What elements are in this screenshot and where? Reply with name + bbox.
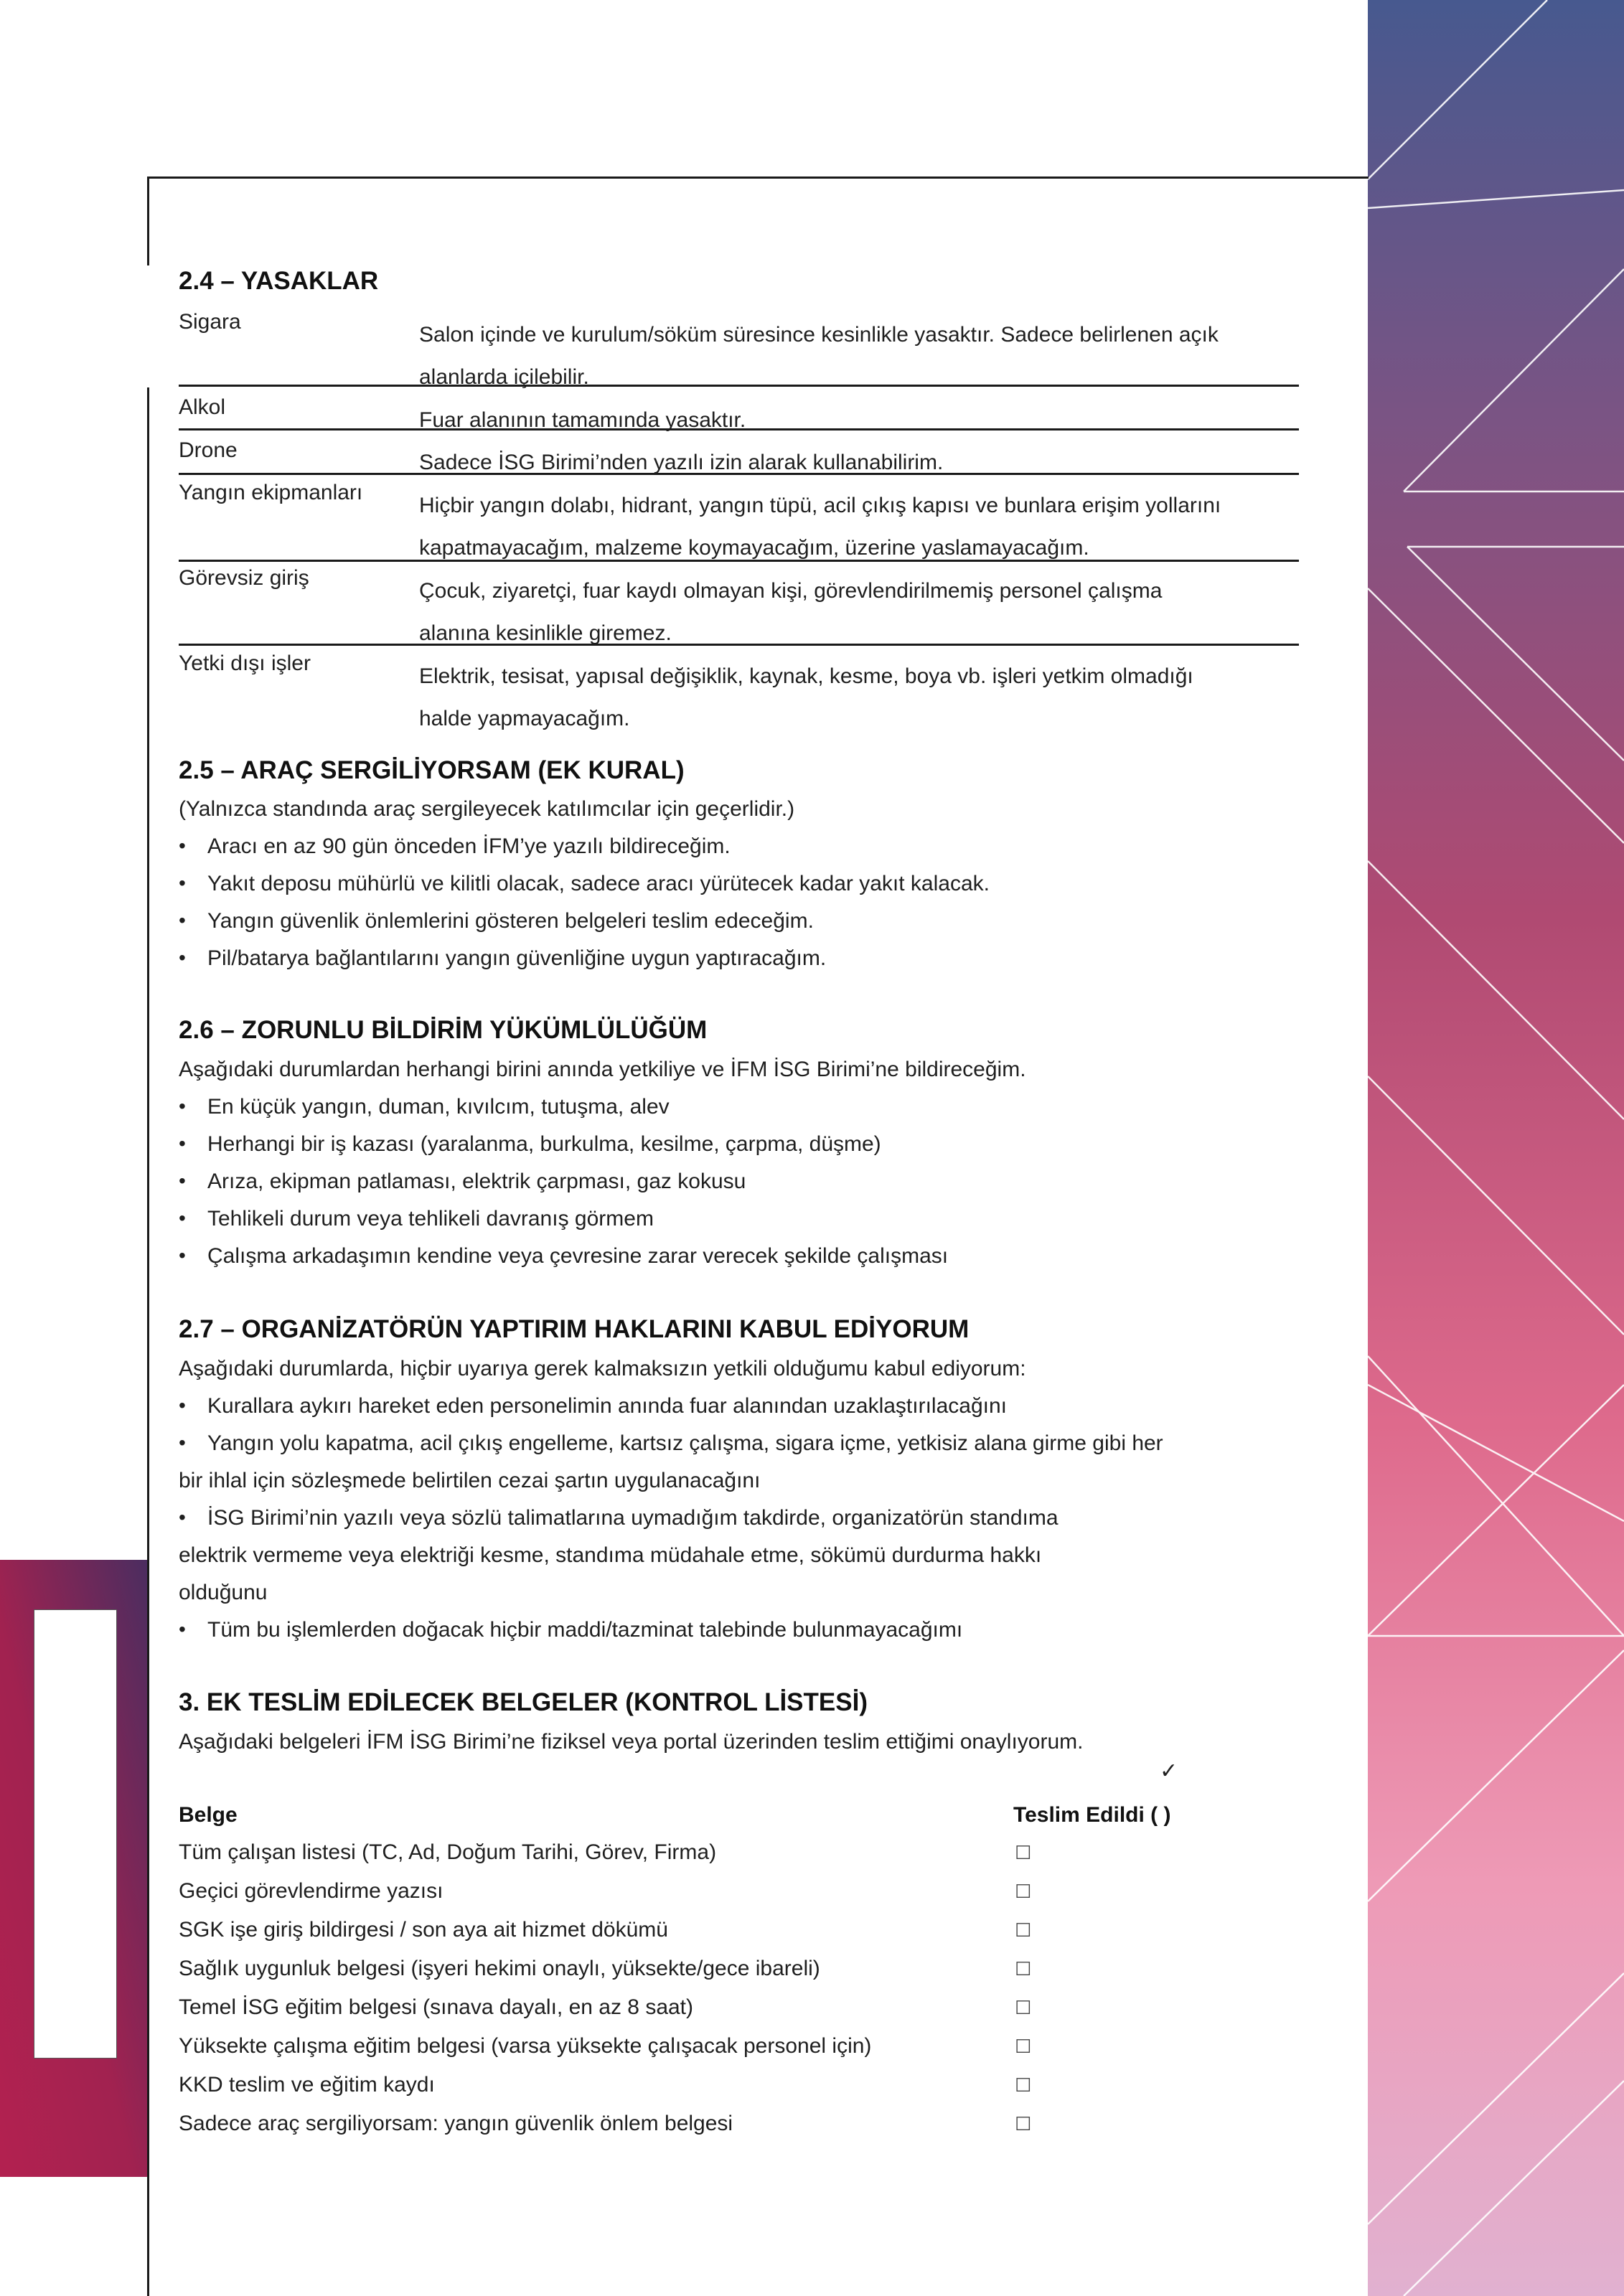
belge-item-1: Tüm çalışan listesi (TC, Ad, Doğum Tarihi, Görev, Firma) [179, 1840, 717, 1864]
checkbox-icon[interactable]: ☐ [1015, 2113, 1032, 2135]
bullet-icon: • [179, 1394, 186, 1416]
yasak-text-sigara-2: alanlarda içilebilir. [419, 365, 589, 389]
bullet-icon: • [179, 872, 186, 894]
bullet-icon: • [179, 1244, 186, 1266]
section-belgeler-intro: Aşağıdaki belgeleri İFM İSG Birimi’ne fiziksel veya portal üzerinden teslim ettiğimi onaylıyorum. [179, 1730, 1084, 1754]
yaptirim-bullet-2-line2: bir ihlal için sözleşmede belirtilen cezai şartın uygulanacağını [179, 1469, 761, 1492]
page-frame-top [147, 177, 1369, 179]
section-bildirim-intro: Aşağıdaki durumlardan herhangi birini anında yetkiliye ve İFM İSG Birimi’ne bildireceğim. [179, 1058, 1026, 1081]
yasak-text-yangin-2: kapatmayacağım, malzeme koymayacağım, üzerine yaslamayacağım. [419, 536, 1089, 560]
bildirim-bullet-1: En küçük yangın, duman, kıvılcım, tutuşma, alev [207, 1095, 670, 1119]
yasak-row-divider [179, 560, 1299, 562]
section-yaptirim-intro: Aşağıdaki durumlarda, hiçbir uyarıya gerek kalmaksızın yetkili olduğumu kabul ediyorum: [179, 1357, 1026, 1380]
yasak-label-alkol: Alkol [179, 395, 226, 419]
yasak-row-divider [179, 385, 1299, 387]
checkmark-icon: ✓ [1160, 1759, 1178, 1783]
arac-bullet-1: Aracı en az 90 gün önceden İFM’ye yazılı bildireceğim. [207, 834, 731, 858]
decorative-right-band [1368, 0, 1624, 2296]
arac-bullet-4: Pil/batarya bağlantılarını yangın güvenliğine uygun yaptıracağım. [207, 946, 827, 970]
bullet-icon: • [179, 834, 186, 857]
yasak-label-gorevsiz: Görevsiz giriş [179, 566, 309, 590]
section-bildirim-title: 2.6 – ZORUNLU BİLDİRİM YÜKÜMLÜLÜĞÜM [179, 1016, 708, 1044]
bullet-icon: • [179, 1618, 186, 1640]
belge-item-4: Sağlık uygunluk belgesi (işyeri hekimi onaylı, yüksekte/gece ibareli) [179, 1957, 820, 1980]
yasak-row-divider [179, 473, 1299, 475]
checkbox-icon[interactable]: ☐ [1015, 1881, 1032, 1902]
section-arac-intro: (Yalnızca standında araç sergileyecek katılımcılar için geçerlidir.) [179, 797, 795, 821]
belge-item-2: Geçici görevlendirme yazısı [179, 1879, 443, 1903]
yasak-text-sigara-1: Salon içinde ve kurulum/söküm süresince kesinlikle yasaktır. Sadece belirlenen açık [419, 323, 1219, 347]
yasak-text-gorevsiz-2: alanına kesinlikle giremez. [419, 621, 672, 645]
yaptirim-bullet-1: Kurallara aykırı hareket eden personelimin anında fuar alanından uzaklaştırılacağını [207, 1394, 1007, 1418]
bildirim-bullet-2: Herhangi bir iş kazası (yaralanma, burkulma, kesilme, çarpma, düşme) [207, 1132, 881, 1156]
bullet-icon: • [179, 1207, 186, 1229]
yasak-text-yetki-1: Elektrik, tesisat, yapısal değişiklik, kaynak, kesme, boya vb. işleri yetkim olmadığı [419, 664, 1193, 688]
bullet-icon: • [179, 1132, 186, 1154]
belge-item-3: SGK işe giriş bildirgesi / son aya ait hizmet dökümü [179, 1918, 668, 1942]
checkbox-icon[interactable]: ☐ [1015, 1958, 1032, 1980]
band-fill [1368, 0, 1624, 2296]
section-yaptirim-title: 2.7 – ORGANİZATÖRÜN YAPTIRIM HAKLARINI KABUL EDİYORUM [179, 1315, 970, 1343]
yaptirim-bullet-3-line2: elektrik vermeme veya elektriği kesme, standıma müdahale etme, sökümü durdurma hakkı [179, 1543, 1042, 1567]
belge-item-5: Temel İSG eğitim belgesi (sınava dayalı, en az 8 saat) [179, 1995, 694, 2019]
bullet-icon: • [179, 1095, 186, 1117]
page-frame-gap [145, 265, 151, 387]
bildirim-bullet-3: Arıza, ekipman patlaması, elektrik çarpması, gaz kokusu [207, 1170, 746, 1193]
arac-bullet-2: Yakıt deposu mühürlü ve kilitli olacak, sadece aracı yürütecek kadar yakıt kalacak. [207, 872, 990, 895]
yasak-label-yetki: Yetki dışı işler [179, 651, 311, 675]
checkbox-icon[interactable]: ☐ [1015, 1919, 1032, 1941]
yaptirim-bullet-3-line1: İSG Birimi’nin yazılı veya sözlü talimatlarına uymadığım takdirde, organizatörün standıma [207, 1506, 1059, 1530]
checkbox-icon[interactable]: ☐ [1015, 2074, 1032, 2096]
yasak-text-alkol: Fuar alanının tamamında yasaktır. [419, 408, 746, 432]
left-band-window [34, 1609, 117, 2059]
bullet-icon: • [179, 946, 186, 969]
bullet-icon: • [179, 1506, 186, 1528]
belge-item-6: Yüksekte çalışma eğitim belgesi (varsa yüksekte çalışacak personel için) [179, 2034, 872, 2058]
bullet-icon: • [179, 1170, 186, 1192]
yasak-row-divider [179, 644, 1299, 646]
bullet-icon: • [179, 909, 186, 931]
yasak-text-drone: Sadece İSG Birimi’nden yazılı izin alarak kullanabilirim. [419, 451, 944, 474]
section-arac-title: 2.5 – ARAÇ SERGİLİYORSAM (EK KURAL) [179, 756, 685, 784]
yaptirim-bullet-3-line3: olduğunu [179, 1581, 268, 1604]
section-belgeler-title: 3. EK TESLİM EDİLECEK BELGELER (KONTROL LİSTESİ) [179, 1688, 868, 1716]
arac-bullet-3: Yangın güvenlik önlemlerini gösteren belgeleri teslim edeceğim. [207, 909, 814, 933]
column-header-belge: Belge [179, 1803, 238, 1827]
yasak-text-yetki-2: halde yapmayacağım. [419, 707, 630, 730]
belge-item-7: KKD teslim ve eğitim kaydı [179, 2073, 435, 2097]
yasak-text-yangin-1: Hiçbir yangın dolabı, hidrant, yangın tüpü, acil çıkış kapısı ve bunlara erişim yollarını [419, 494, 1221, 517]
bullet-icon: • [179, 1431, 186, 1454]
yasak-label-drone: Drone [179, 438, 238, 462]
yasak-text-gorevsiz-1: Çocuk, ziyaretçi, fuar kaydı olmayan kişi, görevlendirilmemiş personel çalışma [419, 579, 1163, 603]
section-yasaklar-title: 2.4 – YASAKLAR [179, 267, 379, 295]
page-frame-left [147, 177, 149, 2296]
yasak-row-divider [179, 428, 1299, 430]
belge-item-8: Sadece araç sergiliyorsam: yangın güvenlik önlem belgesi [179, 2112, 733, 2135]
yaptirim-bullet-4: Tüm bu işlemlerden doğacak hiçbir maddi/tazminat talebinde bulunmayacağımı [207, 1618, 963, 1642]
bildirim-bullet-4: Tehlikeli durum veya tehlikeli davranış görmem [207, 1207, 654, 1231]
column-header-teslim: Teslim Edildi ( ) [1013, 1803, 1171, 1827]
checkbox-icon[interactable]: ☐ [1015, 1842, 1032, 1863]
yaptirim-bullet-2-line1: Yangın yolu kapatma, acil çıkış engelleme, kartsız çalışma, sigara içme, yetkisiz alana girme gibi her [207, 1431, 1163, 1455]
checkbox-icon[interactable]: ☐ [1015, 2036, 1032, 2057]
bildirim-bullet-5: Çalışma arkadaşımın kendine veya çevresine zarar verecek şekilde çalışması [207, 1244, 949, 1268]
yasak-label-sigara: Sigara [179, 310, 241, 334]
checkbox-icon[interactable]: ☐ [1015, 1997, 1032, 2018]
yasak-label-yangin: Yangın ekipmanları [179, 481, 363, 504]
